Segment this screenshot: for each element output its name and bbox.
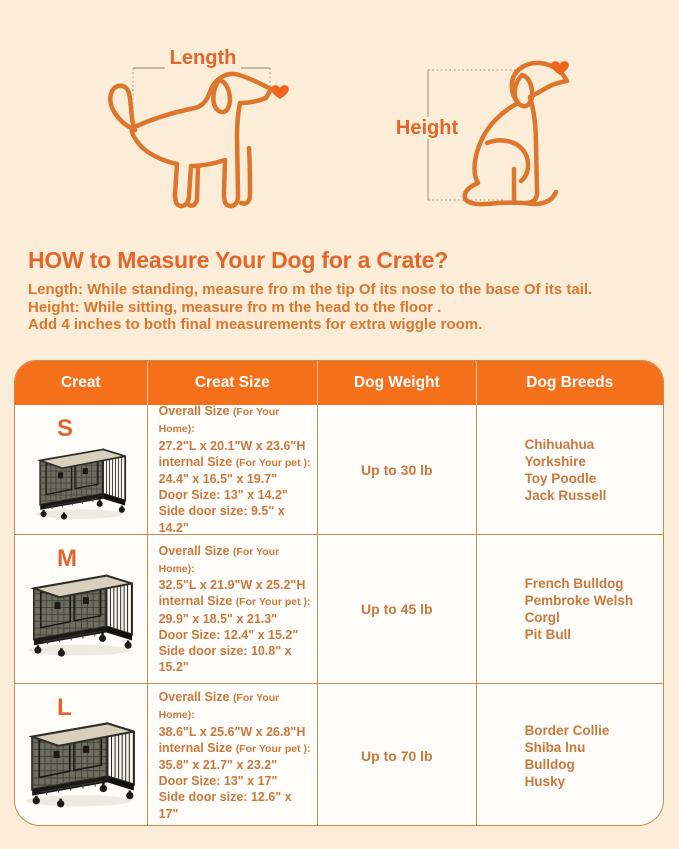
- size-letter: M: [57, 545, 77, 572]
- crate-size-cell: [148, 405, 318, 534]
- crate-size-table: [14, 360, 664, 826]
- instruction-line-wiggle: Add 4 inches to both final measurements for extra wiggle room.: [28, 316, 483, 333]
- instruction-line-height: Height: While sitting, measure fro m the head to the floor .: [28, 298, 442, 316]
- crate-cell: [15, 535, 148, 683]
- instruction-line-length: Length: While standing, measure fro m the tip Of its nose to the base Of its tail.: [28, 281, 593, 298]
- overall-size-value: 27.2"L x 20.1"W x 23.6"H: [158, 438, 306, 453]
- breed-item: Toy Poodle: [524, 470, 597, 486]
- table-row-large: [15, 683, 663, 826]
- breed-item: Husky: [524, 773, 566, 789]
- size-letter: S: [57, 415, 74, 442]
- dog-weight-cell: Up to 70 lb: [318, 684, 477, 826]
- door-size-line: Door Size: 13" x 17": [158, 774, 278, 789]
- header-cell-creat-size: Creat Size: [148, 361, 318, 405]
- breed-item: Pit Bull: [524, 627, 572, 642]
- heart-icon: [271, 85, 289, 99]
- crate-product-image: [22, 559, 140, 657]
- breed-item: Pembroke Welsh: [524, 593, 634, 608]
- dog-ear: [515, 75, 532, 106]
- dog-tail: [110, 86, 135, 130]
- side-door-size-line: Side door size: 10.8" x 15.2": [158, 643, 292, 675]
- table-header-row: [15, 361, 663, 405]
- internal-size-line: internal Size (For Your pet ):: [158, 594, 311, 609]
- crate-product-image: [30, 435, 132, 520]
- crate-size-cell: [148, 535, 318, 683]
- dog-ear: [213, 80, 230, 112]
- internal-size-line: internal Size (For Your pet ):: [158, 740, 311, 755]
- header-cell-dog-weight: Dog Weight: [318, 361, 477, 405]
- crate-product-image: [20, 706, 142, 808]
- header-cell-creat: Creat: [15, 361, 148, 405]
- heart-icon: [551, 61, 569, 75]
- measuring-hero: [0, 0, 679, 235]
- dog-weight-cell: Up to 30 lb: [318, 405, 477, 534]
- breed-item: Border Collie: [524, 722, 610, 738]
- internal-size-value: 24.4" x 16.5" x 19.7": [158, 472, 278, 486]
- overall-size-value: 32.5"L x 21.9"W x 25.2"H: [158, 578, 306, 593]
- table-row-medium: [15, 534, 663, 683]
- length-label: Length: [169, 47, 237, 69]
- door-size-line: Door Size: 12.4" x 15.2": [158, 627, 299, 642]
- internal-size-value: 35.8" x 21.7" x 23.2": [158, 758, 278, 772]
- dog-tail: [526, 192, 556, 204]
- dog-breeds-cell: [477, 535, 663, 683]
- standing-dog-illustration: [103, 28, 293, 218]
- height-label: Height: [395, 117, 459, 139]
- breed-item: Chihuahua: [524, 436, 595, 452]
- dog-breeds-cell: [477, 405, 663, 534]
- overall-size-line: Overall Size (For Your Home):: [158, 404, 280, 436]
- breed-item: Yorkshire: [524, 453, 586, 469]
- page-title: HOW to Measure Your Dog for a Crate?: [28, 247, 449, 273]
- dog-weight-cell: Up to 45 lb: [318, 535, 477, 683]
- internal-size-line: internal Size (For Your pet ):: [158, 454, 311, 469]
- header-cell-dog-breeds: Dog Breeds: [526, 374, 614, 391]
- side-door-size-line: Side door size: 12.6" x 17": [158, 790, 292, 821]
- dog-leg-lines: [189, 148, 250, 206]
- crate-size-cell: [148, 684, 318, 826]
- breed-item: Jack Russell: [524, 487, 607, 503]
- sitting-dog-illustration: [383, 25, 583, 220]
- breed-item: Corgl: [524, 610, 560, 625]
- breed-item: Shiba lnu: [524, 739, 586, 755]
- overall-size-line: Overall Size (For Your Home):: [158, 543, 280, 575]
- overall-size-value: 38.6"L x 25.6"W x 26.8"H: [158, 724, 306, 739]
- measuring-instructions: [28, 281, 679, 334]
- crate-cell: [15, 405, 148, 534]
- dog-thigh-line: [487, 140, 528, 181]
- size-letter: L: [57, 694, 72, 721]
- crate-cell: [15, 684, 148, 826]
- overall-size-line: Overall Size (For Your Home):: [158, 690, 280, 722]
- dog-breeds-cell: [477, 684, 663, 826]
- door-size-line: Door Size: 13" x 14.2": [158, 488, 288, 503]
- breed-item: French Bulldog: [524, 576, 624, 591]
- breed-item: Bulldog: [524, 756, 575, 772]
- table-row-small: [15, 405, 663, 534]
- internal-size-value: 29.9" x 18.5" x 21.3": [158, 611, 278, 626]
- side-door-size-line: Side door size: 9.5" x 14.2": [158, 504, 285, 535]
